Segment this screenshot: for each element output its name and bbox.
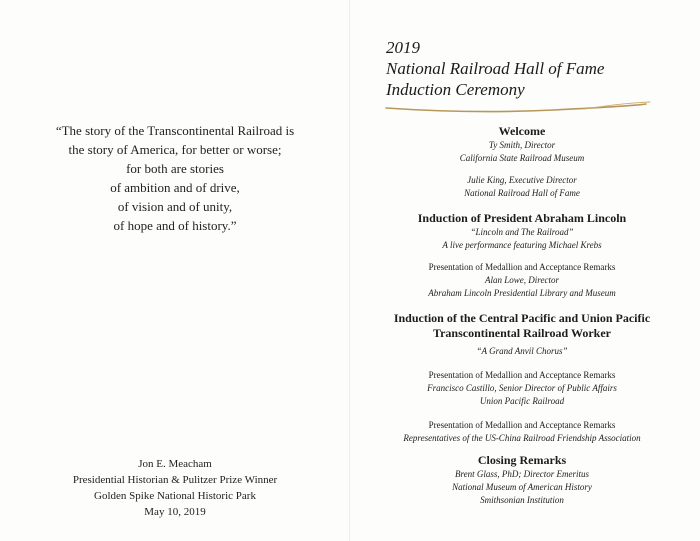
- attribution-name: Jon E. Meacham: [138, 458, 212, 470]
- welcome-speaker-2-org: National Railroad Hall of Fame: [464, 188, 580, 198]
- closing-speaker-org-2: Smithsonian Institution: [480, 495, 564, 505]
- workers-chorus: “A Grand Anvil Chorus”: [476, 346, 568, 356]
- quote-attribution: [60, 456, 290, 520]
- workers-heading-line-1: Induction of the Central Pacific and Union Pacific: [393, 311, 651, 325]
- lincoln-heading: Induction of President Abraham Lincoln: [417, 211, 627, 225]
- title-ceremony: Induction Ceremony: [386, 80, 525, 99]
- closing-speaker-org-1: National Museum of American History: [452, 482, 592, 492]
- quote-line: the story of America, for better or worse;: [68, 142, 282, 157]
- quote-line: for both are stories: [126, 161, 224, 176]
- gold-swoosh-divider: [384, 100, 654, 118]
- workers-presenter-1-name: Francisco Castillo, Senior Director of Public Affairs: [427, 383, 617, 393]
- lincoln-presenter-org: Abraham Lincoln Presidential Library and Museum: [428, 288, 616, 298]
- closing-heading: Closing Remarks: [477, 453, 567, 467]
- lincoln-performance-title: “Lincoln and The Railroad”: [470, 227, 574, 237]
- welcome-speaker-1-org: California State Railroad Museum: [459, 153, 585, 163]
- workers-presenter-1-org: Union Pacific Railroad: [479, 396, 565, 406]
- workers-presenter-2: Representatives of the US-China Railroad Friendship Association: [403, 433, 641, 443]
- fold-line: [349, 0, 350, 541]
- meacham-quote: [40, 121, 310, 235]
- title-year: 2019: [386, 38, 420, 57]
- lincoln-presentation: Presentation of Medallion and Acceptance Remarks: [428, 262, 616, 272]
- quote-line: of vision and of unity,: [117, 199, 233, 214]
- lincoln-presenter-name: Alan Lowe, Director: [485, 275, 559, 285]
- attribution-date: May 10, 2019: [144, 506, 206, 518]
- attribution-location: Golden Spike National Historic Park: [94, 490, 256, 502]
- workers-heading-line-2: Transcontinental Railroad Worker: [432, 326, 611, 340]
- swoosh-stroke: [386, 104, 646, 112]
- ceremony-title: [386, 37, 604, 100]
- workers-presentation-2: Presentation of Medallion and Acceptance Remarks: [428, 420, 616, 430]
- lincoln-performance-desc: A live performance featuring Michael Krebs: [442, 240, 602, 250]
- workers-presentation-1: Presentation of Medallion and Acceptance Remarks: [428, 370, 616, 380]
- welcome-heading: Welcome: [498, 124, 546, 138]
- program-list: [372, 124, 672, 507]
- welcome-speaker-2-name: Julie King, Executive Director: [467, 175, 577, 185]
- attribution-title: Presidential Historian & Pulitzer Prize Winner: [72, 474, 278, 486]
- title-hall: National Railroad Hall of Fame: [386, 59, 605, 78]
- quote-line: of hope and of history.”: [113, 218, 237, 233]
- quote-line: “The story of the Transcontinental Railroad is: [55, 123, 295, 138]
- quote-line: of ambition and of drive,: [110, 180, 240, 195]
- welcome-speaker-1-name: Ty Smith, Director: [488, 140, 556, 150]
- closing-speaker-name: Brent Glass, PhD; Director Emeritus: [454, 469, 590, 479]
